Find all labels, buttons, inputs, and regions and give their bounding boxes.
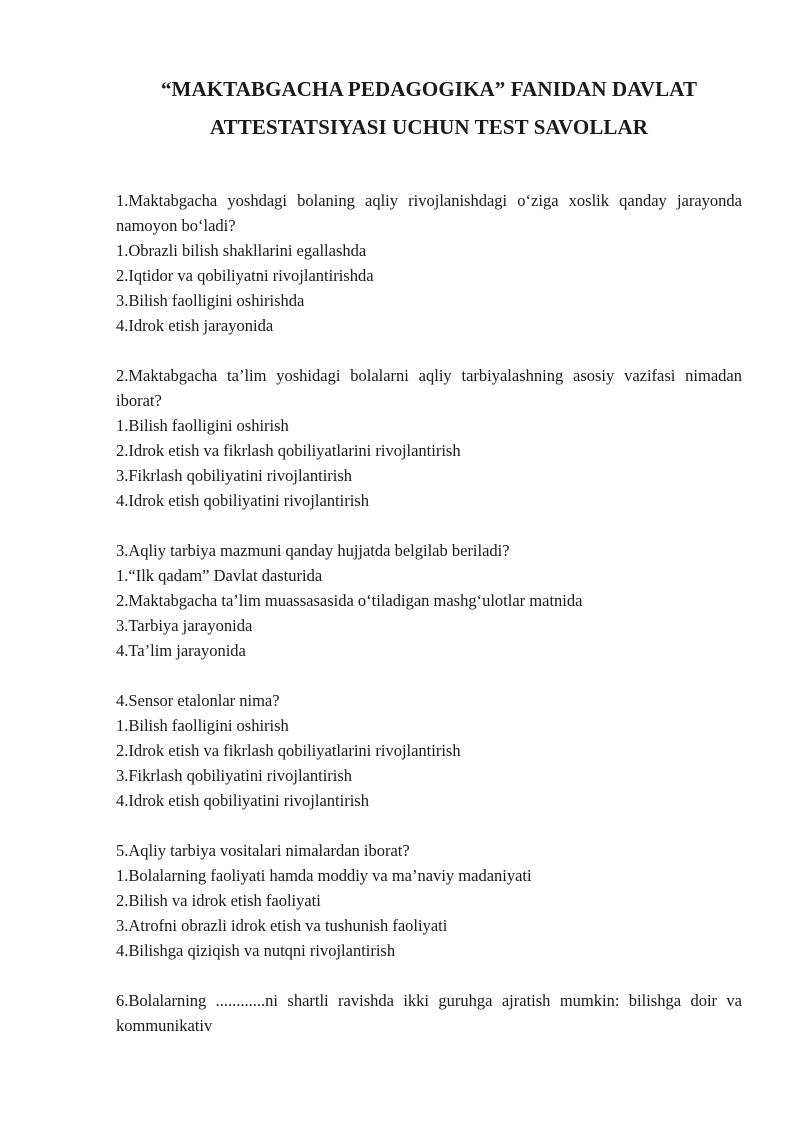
- question-text: 3.Aqliy tarbiya mazmuni qanday hujjatda belgilab beriladi?: [116, 541, 510, 560]
- question-text: 2.Maktabgacha ta’lim yoshidagi bolalarni aqliy tarbiyalashning asosiy vazifasi nimadan iborat?: [116, 366, 742, 410]
- answer-option: 3.Bilish faolligini oshirishda: [116, 291, 305, 310]
- question-text: 6.Bolalarning ............ni shartli ravishda ikki guruhga ajratish mumkin: bilishga doir va kommunikativ: [116, 991, 742, 1035]
- answer-option: 1.“Ilk qadam” Davlat dasturida: [116, 566, 323, 585]
- question-1: [116, 188, 742, 338]
- title-line-2: ATTESTATSIYASI UCHUN TEST SAVOLLAR: [209, 115, 649, 139]
- answer-option: 2.Idrok etish va fikrlash qobiliyatlarini rivojlantirish: [116, 741, 461, 760]
- answer-options: [116, 863, 742, 963]
- title-line-1: “MAKTABGACHA PEDAGOGIKA” FANIDAN DAVLAT: [160, 77, 698, 101]
- question-text: 4.Sensor etalonlar nima?: [116, 691, 280, 710]
- answer-option: 2.Iqtidor va qobiliyatni rivojlantirishda: [116, 266, 374, 285]
- answer-option: 3.Atrofni obrazli idrok etish va tushunish faoliyati: [116, 916, 448, 935]
- question-6: [116, 988, 742, 1038]
- answer-options: [116, 713, 742, 813]
- answer-option: 2.Idrok etish va fikrlash qobiliyatlarini rivojlantirish: [116, 441, 461, 460]
- question-4: [116, 688, 742, 813]
- answer-option: 2.Bilish va idrok etish faoliyati: [116, 891, 321, 910]
- question-3: [116, 538, 742, 663]
- question-5: [116, 838, 742, 963]
- question-text: 1.Maktabgacha yoshdagi bolaning aqliy rivojlanishdagi o‘ziga xoslik qanday jarayonda namoyon bo‘ladi?: [116, 191, 742, 235]
- question-text: 5.Aqliy tarbiya vositalari nimalardan iborat?: [116, 841, 410, 860]
- answer-option: 4.Bilishga qiziqish va nutqni rivojlantirish: [116, 941, 396, 960]
- document-title: [116, 70, 742, 146]
- answer-option: 3.Fikrlash qobiliyatini rivojlantirish: [116, 766, 353, 785]
- answer-option: 3.Tarbiya jarayonida: [116, 616, 253, 635]
- answer-option: 4.Idrok etish qobiliyatini rivojlantirish: [116, 791, 369, 810]
- answer-option: 3.Fikrlash qobiliyatini rivojlantirish: [116, 466, 353, 485]
- answer-option: 4.Idrok etish jarayonida: [116, 316, 274, 335]
- answer-option: 1.Obrazli bilish shakllarini egallashda: [116, 241, 367, 260]
- question-2: [116, 363, 742, 513]
- answer-options: [116, 413, 742, 513]
- answer-option: 1.Bilish faolligini oshirish: [116, 416, 289, 435]
- answer-option: 1.Bolalarning faoliyati hamda moddiy va ma’naviy madaniyati: [116, 866, 532, 885]
- document-page: [116, 70, 742, 1063]
- answer-option: 1.Bilish faolligini oshirish: [116, 716, 289, 735]
- answer-options: [116, 238, 742, 338]
- answer-option: 4.Ta’lim jarayonida: [116, 641, 246, 660]
- answer-options: [116, 563, 742, 663]
- answer-option: 2.Maktabgacha ta’lim muassasasida o‘tiladigan mashg‘ulotlar matnida: [116, 591, 583, 610]
- answer-option: 4.Idrok etish qobiliyatini rivojlantirish: [116, 491, 369, 510]
